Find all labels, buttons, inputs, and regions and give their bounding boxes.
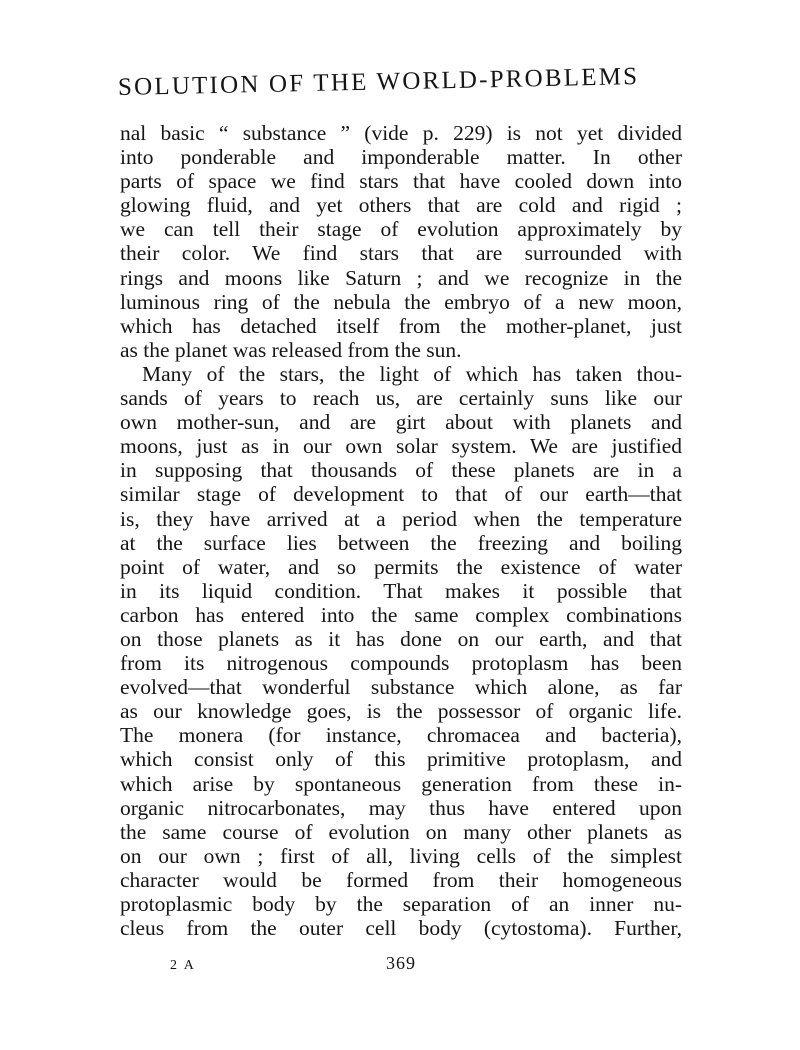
text-line: rings and moons like Saturn ; and we recognize in the [120, 265, 682, 290]
body-text [120, 121, 682, 940]
text-line: moons, just as in our own solar system. We are justified [120, 434, 682, 459]
text-line: point of water, and so permits the existence of water [120, 554, 682, 579]
text-line: the same course of evolution on many other planets as [120, 819, 682, 844]
text-line: sands of years to reach us, are certainly suns like our [120, 386, 682, 411]
text-line: similar stage of development to that of our earth—that [120, 482, 682, 507]
signature-mark: 2 A [170, 958, 196, 973]
text-line: their color. We find stars that are surrounded with [120, 241, 682, 266]
text-line: as our knowledge goes, is the possessor of organic life. [120, 699, 682, 724]
text-line: which arise by spontaneous generation from these in- [120, 771, 682, 796]
text-line: parts of space we find stars that have cooled down into [120, 169, 682, 194]
text-line: glowing fluid, and yet others that are cold and rigid ; [120, 193, 682, 218]
text-line: character would be formed from their homogeneous [120, 867, 682, 892]
text-line: Many of the stars, the light of which has taken thou- [142, 361, 682, 386]
text-line: which consist only of this primitive protoplasm, and [120, 747, 682, 772]
text-line: luminous ring of the nebula the embryo of a new moon, [120, 289, 682, 314]
paragraph [120, 121, 682, 362]
text-line: on our own ; first of all, living cells of the simplest [120, 843, 682, 868]
text-line: is, they have arrived at a period when the temperature [120, 506, 682, 531]
text-line: carbon has entered into the same complex combinations [120, 602, 682, 627]
text-line: which has detached itself from the mother-planet, just [120, 313, 682, 338]
text-line: cleus from the outer cell body (cytostoma). Further, [120, 916, 682, 941]
text-line: as the planet was released from the sun. [120, 337, 462, 362]
text-line: we can tell their stage of evolution approximately by [120, 217, 682, 242]
paragraph [120, 362, 682, 940]
text-line: own mother-sun, and are girt about with planets and [120, 410, 682, 435]
running-title: SOLUTION OF THE WORLD-PROBLEMS [117, 63, 640, 101]
page-number: 369 [386, 953, 416, 973]
text-line: The monera (for instance, chromacea and bacteria), [120, 723, 682, 748]
text-line: at the surface lies between the freezing and boiling [120, 530, 682, 555]
text-line: protoplasmic body by the separation of an inner nu- [120, 892, 682, 916]
text-line: from its nitrogenous compounds protoplasm has been [120, 651, 682, 676]
text-line: in supposing that thousands of these planets are in a [120, 458, 682, 483]
text-line: evolved—that wonderful substance which alone, as far [120, 675, 682, 700]
text-line: on those planets as it has done on our earth, and that [120, 626, 682, 651]
text-line: in its liquid condition. That makes it possible that [120, 578, 682, 603]
text-line: nal basic “ substance ” (vide p. 229) is not yet divided [120, 121, 682, 145]
text-line: into ponderable and imponderable matter. In other [120, 145, 682, 170]
text-line: organic nitrocarbonates, may thus have entered upon [120, 795, 682, 820]
